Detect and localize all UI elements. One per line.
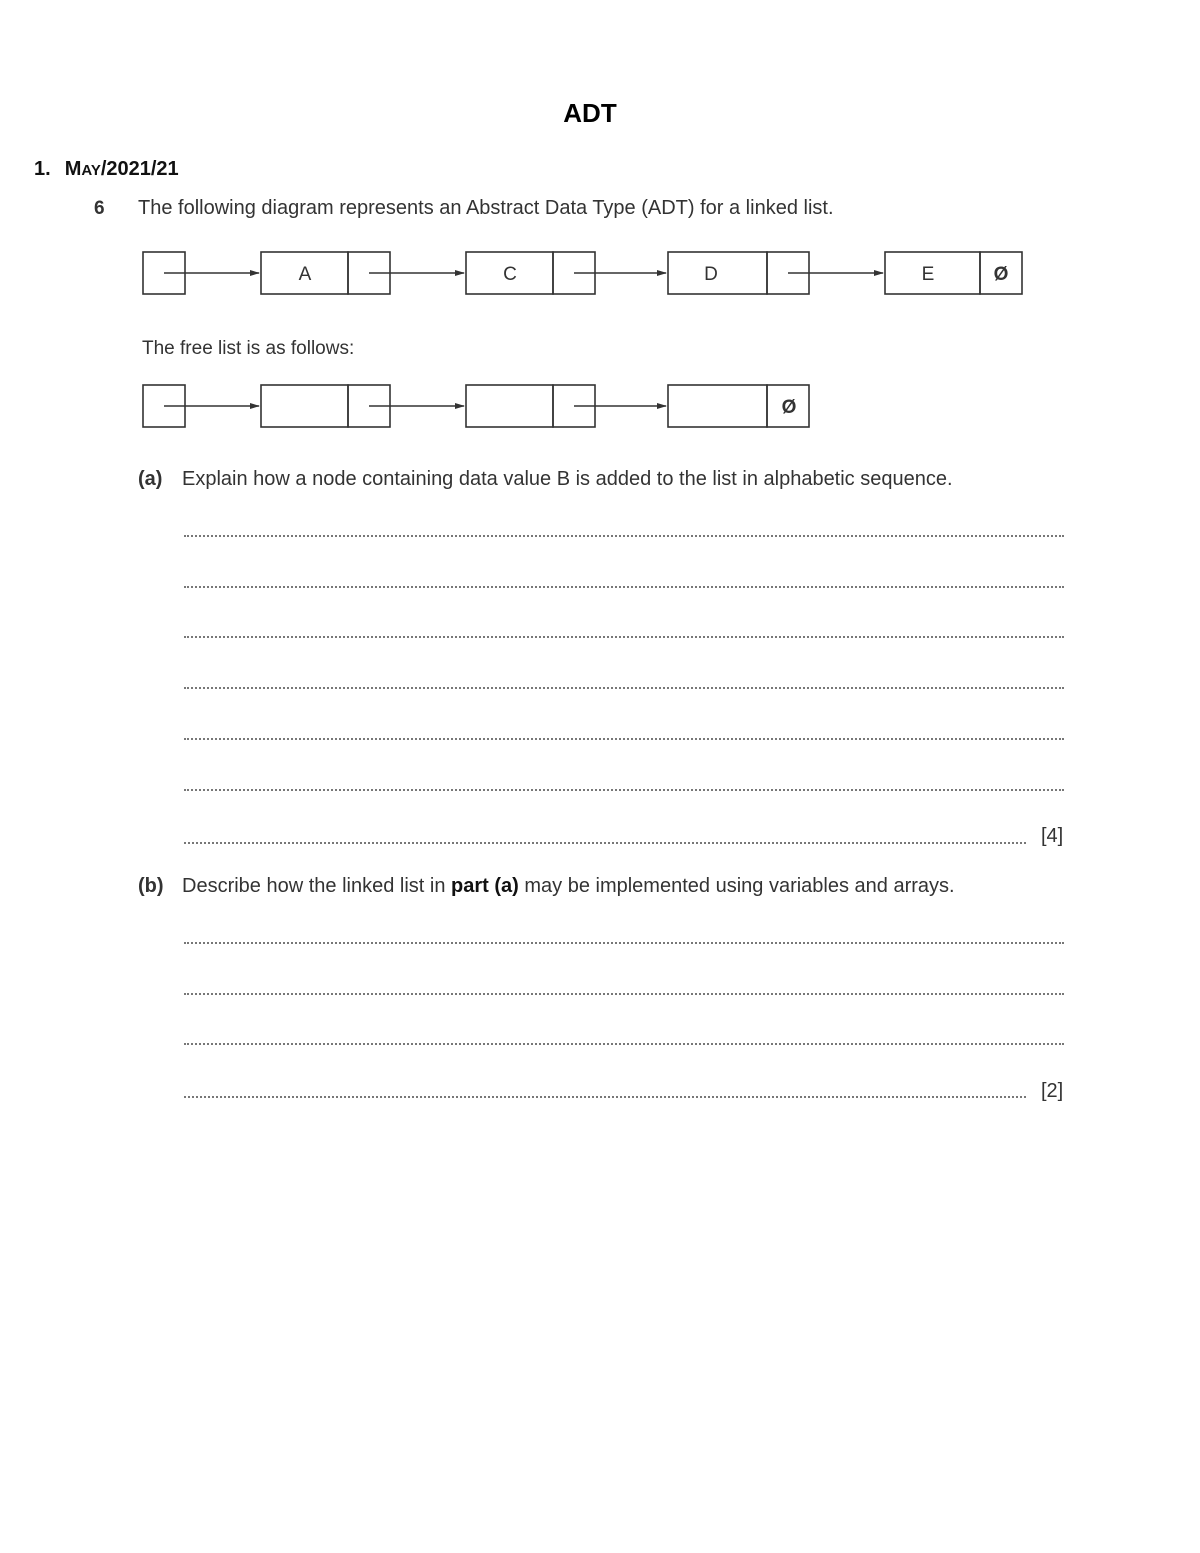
- answer-line-a-4[interactable]: [184, 687, 1064, 689]
- linked-list-diagram: [0, 240, 1200, 310]
- page-title: ADT: [563, 98, 617, 128]
- free-node-3-data-box: [668, 385, 767, 427]
- free-list-label: The free list is as follows:: [142, 338, 355, 359]
- question-ref-rest: /2021/21: [100, 158, 179, 180]
- question-ref-first: M: [64, 158, 82, 180]
- answer-line-a-1[interactable]: [184, 535, 1064, 537]
- answer-line-b-3[interactable]: [184, 1043, 1064, 1045]
- answer-line-a-7[interactable]: [184, 842, 1026, 844]
- part-a-label: (a): [138, 468, 163, 490]
- part-b-label: (b): [138, 875, 164, 897]
- node-c-label: C: [503, 264, 517, 285]
- node-a-label: A: [298, 264, 312, 285]
- part-b-text-bold: part (a): [451, 875, 519, 897]
- node-e-label: E: [921, 264, 935, 285]
- answer-line-a-2[interactable]: [184, 586, 1064, 588]
- free-list-diagram: [0, 373, 1200, 443]
- free-null-symbol: Ø: [781, 397, 797, 418]
- answer-line-a-6[interactable]: [184, 789, 1064, 791]
- part-b-text-after: may be implemented using variables and arrays.: [518, 875, 955, 897]
- null-symbol: Ø: [993, 264, 1009, 285]
- question-index: 1.: [34, 158, 51, 180]
- answer-line-b-1[interactable]: [184, 942, 1064, 944]
- question-number: 6: [94, 198, 105, 219]
- free-node-1-data-box: [261, 385, 348, 427]
- answer-line-a-3[interactable]: [184, 636, 1064, 638]
- question-ref-small: AY: [81, 162, 101, 179]
- free-node-2-data-box: [466, 385, 553, 427]
- question-intro: The following diagram represents an Abstract Data Type (ADT) for a linked list.: [138, 197, 834, 219]
- node-d-label: D: [704, 264, 718, 285]
- question-heading: [34, 158, 179, 181]
- part-b-text-before: Describe how the linked list in: [182, 875, 452, 897]
- part-a-marks: [4]: [1041, 825, 1064, 847]
- answer-line-b-2[interactable]: [184, 993, 1064, 995]
- answer-line-b-4[interactable]: [184, 1096, 1026, 1098]
- answer-line-a-5[interactable]: [184, 738, 1064, 740]
- part-b-text: [182, 875, 955, 898]
- part-b-marks: [2]: [1041, 1080, 1064, 1102]
- part-a-text: Explain how a node containing data value B is added to the list in alphabetic sequence.: [182, 468, 953, 490]
